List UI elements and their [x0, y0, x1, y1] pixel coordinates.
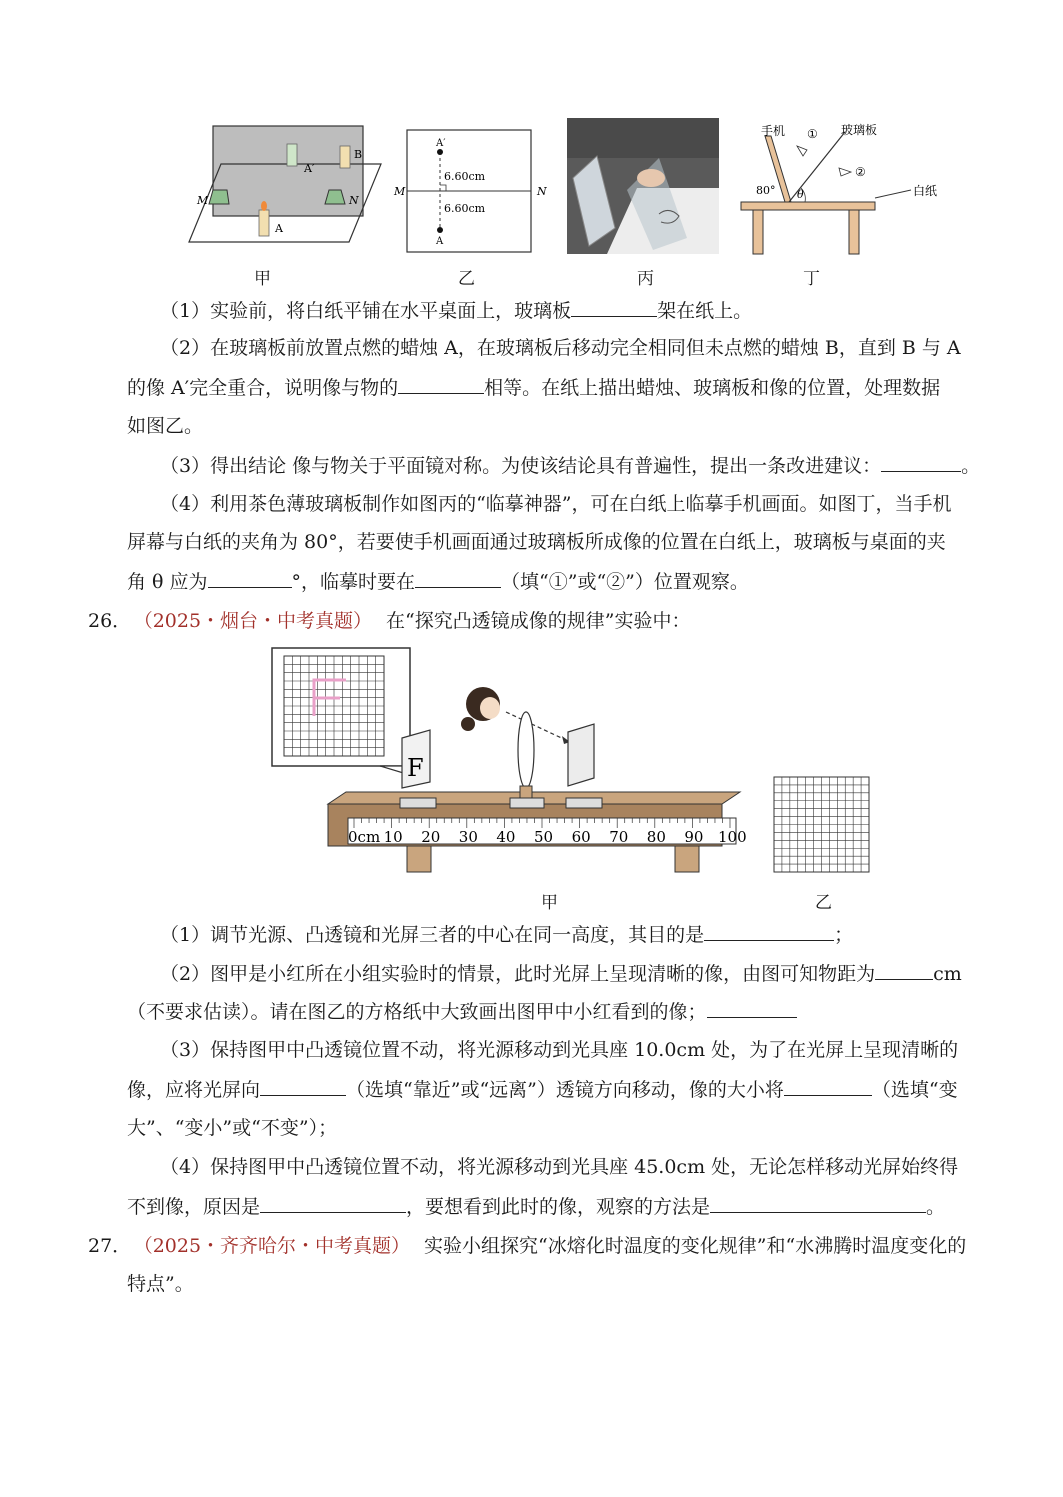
ruler-label: 100 — [718, 828, 747, 846]
figure-yi — [392, 128, 552, 256]
q26-p3-line1: （3）保持图甲中凸透镜位置不动，将光源移动到光具座 10.0cm 处，为了在光屏上呈现清晰的 — [160, 1039, 959, 1061]
label-angle-80: 80° — [756, 184, 776, 197]
figure-optical-bench — [270, 646, 880, 878]
caption-bing-top: 丙 — [637, 269, 654, 289]
figure-bing-photo — [567, 118, 719, 254]
label-n-yi: N — [537, 185, 547, 198]
q27-header — [88, 1234, 966, 1258]
label-a-yi: A — [436, 236, 444, 247]
question-source: （2025・烟台・中考真题） — [143, 610, 373, 632]
answer-blank[interactable] — [707, 999, 797, 1018]
q26-p3-line3: 大”、“变小”或“不变”）； — [127, 1117, 338, 1139]
label-circle-2: ② — [855, 165, 866, 179]
question-number: 26． — [88, 610, 132, 632]
q26-p2-line1: （2）图甲是小红所在小组实验时的情景，此时光屏上呈现清晰的像，由图可知物距为 cm — [160, 963, 962, 985]
grid-yi — [774, 777, 869, 872]
question-source: （2025・齐齐哈尔・中考真题） — [143, 1235, 411, 1257]
ruler-label: 40 — [496, 828, 516, 846]
ruler-label: 30 — [458, 828, 478, 846]
label-circle-1: ① — [807, 127, 818, 141]
label-theta: θ — [797, 188, 804, 201]
label-phone: 手机 — [761, 124, 786, 138]
ruler-label: 80 — [646, 828, 666, 846]
ruler-label: 0cm — [348, 828, 381, 846]
q25-p2-line1: （2）在玻璃板前放置点燃的蜡烛 A，在玻璃板后移动完全相同但未点燃的蜡烛 B，直到 B 与 A — [160, 337, 961, 359]
q25-p4-line3: 角 θ 应为 °，临摹时要在 （填“①”或“②”）位置观察。 — [127, 571, 749, 593]
caption-jia-bench: 甲 — [541, 893, 558, 913]
answer-blank[interactable] — [398, 375, 484, 394]
question-stem: 在“探究凸透镜成像的规律”实验中： — [386, 610, 691, 632]
q26-p1: （1）调节光源、凸透镜和光屏三者的中心在同一高度，其目的是 ； — [160, 924, 854, 946]
girl-observer-icon — [461, 687, 500, 731]
q26-p2-line2: （不要求估读）。请在图乙的方格纸中大致画出图甲中小红看到的像； — [127, 999, 797, 1024]
caption-jia-top: 甲 — [254, 269, 271, 289]
caption-yi-top: 乙 — [458, 269, 475, 289]
caption-yi-grid: 乙 — [815, 893, 832, 913]
label-glass: 玻璃板 — [841, 123, 878, 137]
figure-ding — [735, 118, 960, 258]
answer-blank[interactable] — [704, 922, 834, 941]
question-number: 27． — [88, 1235, 132, 1257]
q26-p4-line2: 不到像，原因是 ，要想看到此时的像，观察的方法是 。 — [127, 1196, 946, 1218]
label-n: N — [349, 194, 359, 207]
label-a-prime-yi: A′ — [436, 138, 446, 149]
answer-blank[interactable] — [784, 1077, 872, 1096]
eye-2-icon — [839, 168, 851, 176]
f-letter: F — [407, 754, 424, 782]
label-m: M — [197, 194, 209, 207]
figure-jia — [185, 118, 385, 250]
ruler-label: 60 — [571, 828, 591, 846]
q25-p3: （3）得出结论 像与物关于平面镜对称。为使该结论具有普遍性，提出一条改进建议： 。 — [160, 455, 981, 477]
eye-1-icon — [797, 146, 807, 156]
q25-p4-line2: 屏幕与白纸的夹角为 80°，若要使手机画面通过玻璃板所成像的位置在白纸上，玻璃板与桌面的夹 — [127, 531, 946, 553]
answer-blank[interactable] — [881, 453, 961, 472]
label-paper: 白纸 — [913, 184, 938, 198]
q26-p4-line1: （4）保持图甲中凸透镜位置不动，将光源移动到光具座 45.0cm 处，无论怎样移动光屏始终得 — [160, 1156, 959, 1178]
q26-p3-line2: 像，应将光屏向 （选填“靠近”或“远离”）透镜方向移动，像的大小将 （选填“变 — [127, 1079, 958, 1101]
ruler-label: 50 — [534, 828, 554, 846]
q26-header — [88, 609, 690, 633]
label-distance-1: 6.60cm — [444, 170, 486, 183]
caption-ding-top: 丁 — [803, 269, 820, 289]
q25-p1: （1）实验前，将白纸平铺在水平桌面上，玻璃板 架在纸上。 — [160, 300, 753, 322]
q27-line2: 特点”。 — [127, 1273, 194, 1295]
ruler-label: 10 — [383, 828, 403, 846]
question-stem: 实验小组探究“冰熔化时温度的变化规律”和“水沸腾时温度变化的 — [424, 1235, 967, 1257]
label-a-prime: A′ — [304, 162, 315, 175]
label-distance-2: 6.60cm — [444, 202, 486, 215]
q25-p4-line1: （4）利用茶色薄玻璃板制作如图丙的“临摹神器”，可在白纸上临摹手机画面。如图丁，当手机 — [160, 493, 952, 515]
ruler-label: 70 — [609, 828, 629, 846]
answer-blank[interactable] — [208, 569, 292, 588]
label-b: B — [354, 148, 363, 161]
q25-p2-line3: 如图乙。 — [127, 415, 204, 437]
answer-blank[interactable] — [571, 298, 657, 317]
answer-blank[interactable] — [710, 1194, 926, 1213]
answer-blank[interactable] — [260, 1077, 346, 1096]
answer-blank[interactable] — [875, 961, 933, 980]
answer-blank[interactable] — [415, 569, 501, 588]
ruler-label: 90 — [684, 828, 704, 846]
label-m-yi: M — [394, 185, 406, 198]
q25-p2-line2: 的像 A′完全重合，说明像与物的 相等。在纸上描出蜡烛、玻璃板和像的位置，处理数据 — [127, 377, 941, 399]
answer-blank[interactable] — [260, 1194, 406, 1213]
label-a: A — [275, 222, 283, 235]
ruler-label: 20 — [421, 828, 441, 846]
